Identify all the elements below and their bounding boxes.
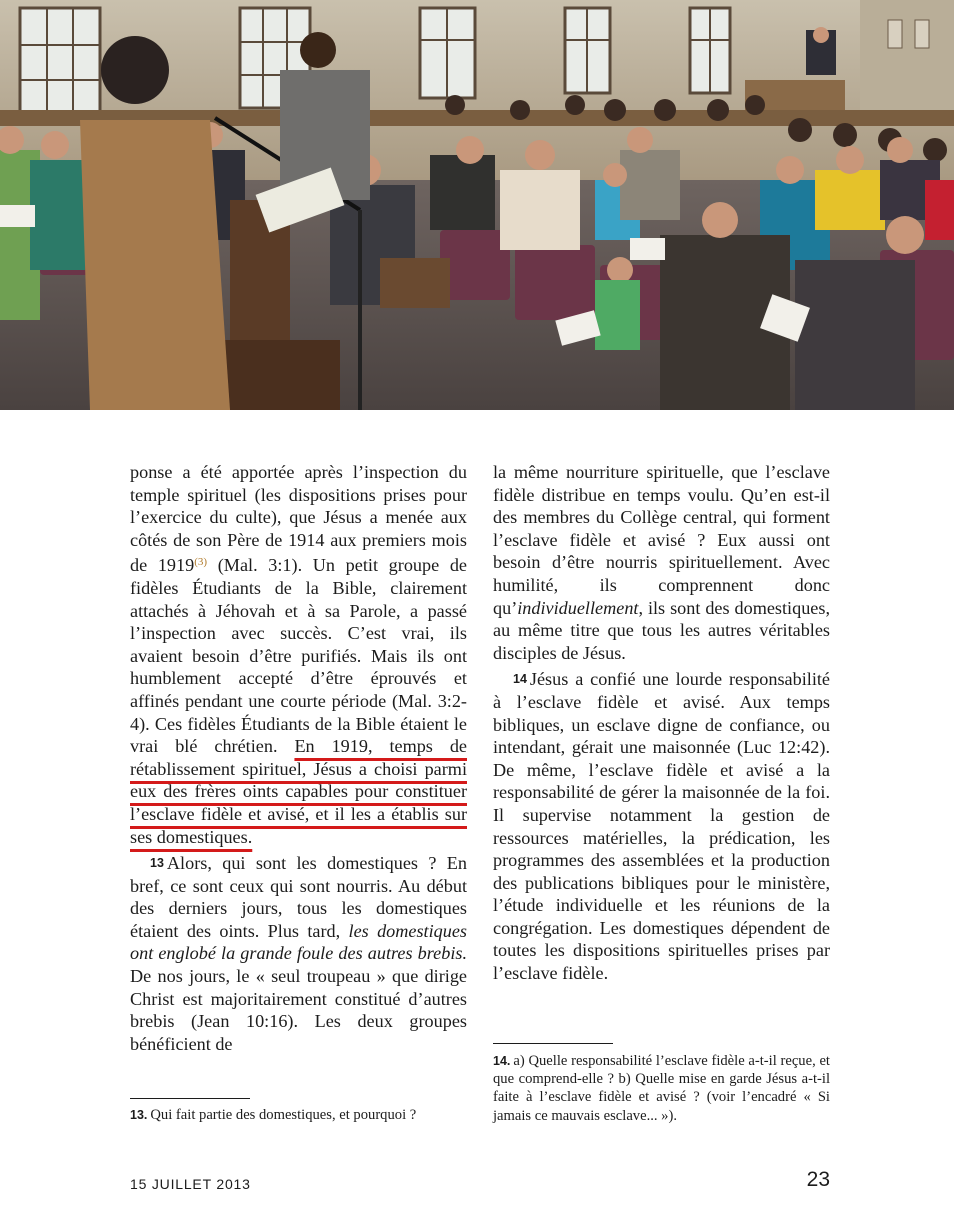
study-question-13: 13. Qui fait partie des domestiques, et pourquoi ? — [130, 1107, 417, 1123]
paragraph-12-continuation: ponse a été apportée après l’inspection du temple spirituel (les dispositions prises pour l’exercice du culte), que Jésus a menée aux côtés de son Père de 1914 aux premiers mois de 1919$^{(3)}$ (Mal. 3:1). Un petit groupe de fidèles Étudiants de la Bible, clairement attachés à Jéhovah et à sa Parole, a passé l’inspection avec succès. C’est vrai, ils avaient besoin d’être purifiés. Mais ils ont humblement accepté d’être éprouvés et affinés pendant une courte période (Mal. 3:2-4). Ces fidèles Étudiants de la Bible étaient le vrai blé chrétien. En 1919, temps de rétablissement spirituel, Jésus a choisi parmi eux des frères oints capables pour constituer l’esclave fidèle et avisé, et il les a établis sur ses domestiques. — [130, 462, 468, 847]
question-divider — [493, 1043, 613, 1044]
highlighted-sentence: En 1919, temps de rétablissement spirituel, Jésus a choisi parmi eux des frères oints capables pour constituer l’esclave fidèle et avisé, et il les a établis sur ses domestiques. — [130, 736, 467, 847]
paragraph-number: 14 — [513, 672, 527, 687]
right-column — [493, 461, 830, 985]
emphasized-text: les domestiques ont englobé la grande foule des autres brebis. — [130, 920, 467, 964]
paragraph-13-continuation: la même nourriture spirituelle, que l’esclave fidèle distribue en temps voulu. Qu’en est-il des membres du Collège central, qui forment l’esclave fidèle et avisé ? Eux aussi ont besoin d’être nourris spirituellement. Avec humilité, ils comprennent donc qu’individuellement, ils sont des domestiques, au même titre que tous les autres véritables disciples de Jésus. — [493, 462, 830, 663]
question-number: 14. — [493, 1054, 511, 1068]
question-number: 13. — [130, 1108, 148, 1122]
paragraph-13: 13 Alors, qui sont les domestiques ? En bref, ce sont ceux qui sont nourris. Au début des derniers jours, tous les domestiques étaient des oints. Plus tard, les domestiques ont englobé la grande foule des autres brebis. De nos jours, le « seul troupeau » que dirige Christ est majoritairement constitué d’autres brebis (Jean 10:16). Les deux groupes bénéficient de — [130, 853, 467, 1054]
congregation-meeting-photo — [0, 0, 954, 410]
page-number: 23 — [806, 1168, 830, 1191]
issue-date: 15 JUILLET 2013 — [130, 1176, 251, 1192]
paragraph-number: 13 — [150, 856, 164, 871]
paragraph-14: 14 Jésus a confié une lourde responsabilité à l’esclave fidèle et avisé. Aux temps bibliques, un esclave digne de confiance, ou intendant, gérait une maisonnée (Luc 12:42). De même, l’esclave fidèle et avisé a la responsabilité de gérer la maisonnée de la foi. Il supervise notamment la gestion de ressources matérielles, la prédication, les programmes des assemblées et la production des publications bibliques pour le ministère, l’étude individuelle et les réunions de la congrégation. Les domestiques dépendent de toutes les dispositions spirituelles prises par l’esclave fidèle. — [493, 669, 830, 984]
question-divider — [130, 1098, 250, 1099]
footnote-reference[interactable]: (3) — [194, 556, 208, 569]
emphasized-text: individuellement — [517, 597, 639, 618]
left-column — [130, 461, 467, 1055]
study-question-14: 14. a) Quelle responsabilité l’esclave fidèle a-t-il reçue, et que comprend-elle ? b) Quelle mise en garde Jésus a-t-il faite à l’esclave fidèle et avisé ? (voir l’encadré « Si jamais ce mauvais esclave... »). — [493, 1053, 830, 1124]
